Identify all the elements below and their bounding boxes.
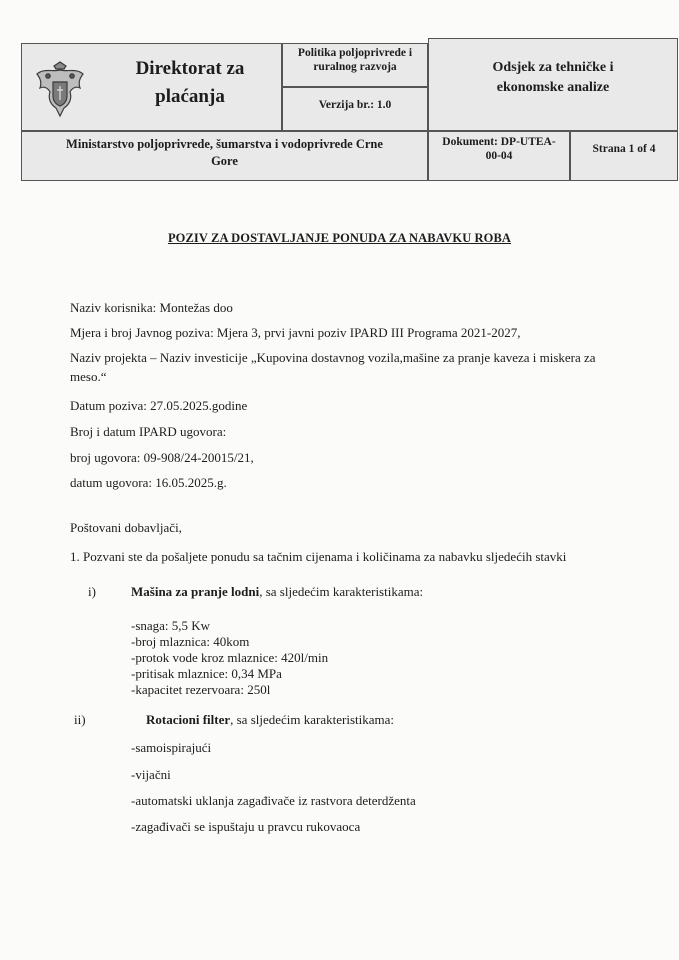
ministry-name: Ministarstvo poljoprivrede, šumarstva i vodoprivrede Crne Gore [66,137,383,168]
spec-item: -kapacitet rezervoara: 250l [131,682,271,697]
item-suffix: , sa sljedećim karakteristikama: [259,584,424,599]
spec-item: -broj mlaznica: 40kom [131,634,250,649]
item-name: Mašina za pranje lodni [131,584,260,599]
document-code: Dokument: DP-UTEA- 00-04 [442,136,556,163]
item-number: ii) [74,712,86,727]
version-label: Verzija br.: 1.0 [318,99,392,111]
item-suffix: , sa sljedećim karakteristikama: [230,712,395,727]
item-heading [131,584,423,600]
project-name: Naziv projekta – Naziv investicije „Kupovina dostavnog vozila,mašine za pranje kaveza i miskera za meso.“ [70,350,596,384]
org-name: Direktorat za plaćanja [135,58,245,107]
spec-item: -protok vode kroz mlaznice: 420l/min [131,650,329,665]
coat-of-arms-icon [34,60,86,118]
call-date: Datum poziva: 27.05.2025.godine [70,398,248,413]
greeting: Poštovani dobavljači, [70,520,182,535]
measure-info: Mjera i broj Javnog poziva: Mjera 3, prvi javni poziv IPARD III Programa 2021-2027, [70,325,521,340]
spec-item: -zagađivači se ispuštaju u pravcu rukovaoca [131,819,361,834]
department-name: Odsjek za tehničke i ekonomske analize [492,60,614,95]
document-title: POZIV ZA DOSTAVLJANJE PONUDA ZA NABAVKU ROBA [167,231,512,245]
item-number: i) [88,584,96,599]
item-name: Rotacioni filter [146,712,231,727]
policy-title: Politika poljoprivrede i ruralnog razvoja [297,47,413,74]
spec-item: -snaga: 5,5 Kw [131,618,211,633]
page-number: Strana 1 of 4 [592,143,656,155]
item-heading [146,712,394,728]
contract-number: broj ugovora: 09-908/24-20015/21, [70,450,254,465]
spec-item: -pritisak mlaznice: 0,34 MPa [131,666,282,681]
contract-date: datum ugovora: 16.05.2025.g. [70,475,227,490]
spec-item: -samoispirajući [131,740,212,755]
contract-heading: Broj i datum IPARD ugovora: [70,424,227,439]
spec-item: -automatski uklanja zagađivače iz rastvora deterdženta [131,793,416,808]
intro-paragraph: 1. Pozvani ste da pošaljete ponudu sa tačnim cijenama i količinama za nabavku sljedećih stavki [70,549,567,564]
beneficiary-name: Naziv korisnika: Montežas doo [70,300,233,315]
spec-item: -vijačni [131,767,171,782]
